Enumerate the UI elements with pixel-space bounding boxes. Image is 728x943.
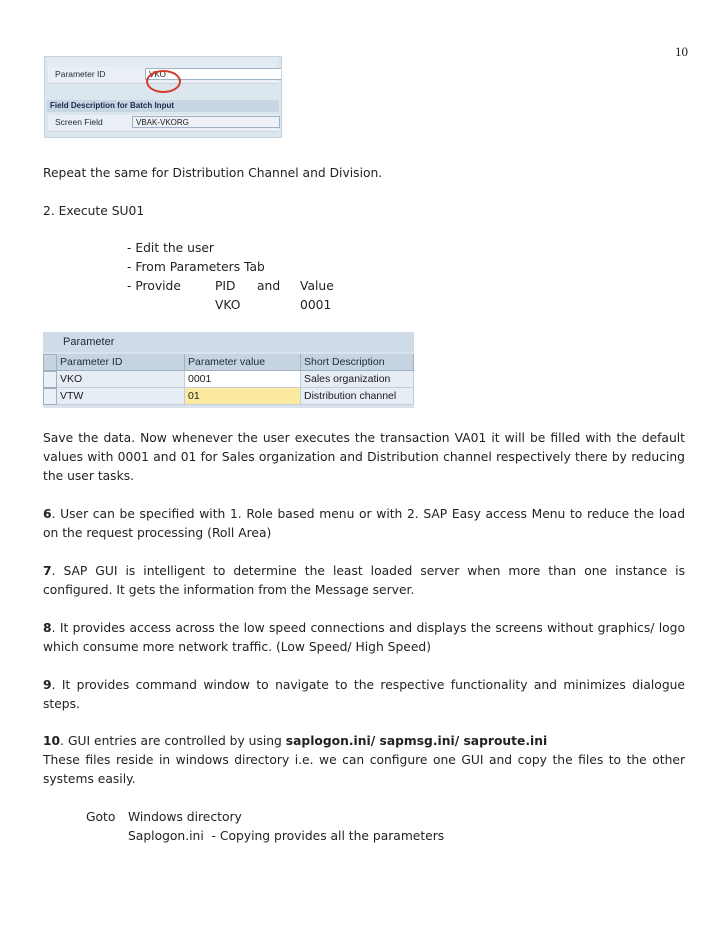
table-cell: 0001 (185, 371, 301, 388)
table-cell: VTW (57, 388, 185, 405)
table-cell: Distribution channel (301, 388, 414, 405)
value-label: Value (300, 279, 334, 293)
point-number: 10 (43, 734, 61, 748)
point-number: 9 (43, 678, 52, 692)
row-selector (43, 388, 57, 405)
parameter-id-field: VKO (145, 68, 282, 80)
point-text: . SAP GUI is intelligent to determine the least loaded server when more than one instance is configured. It gets the information from the Message server. (43, 564, 685, 598)
batch-input-header: Field Description for Batch Input (47, 100, 279, 112)
goto-detail: Saplogon.ini - Copying provides all the parameters (128, 829, 445, 843)
point-7 (43, 562, 685, 600)
parameter-id-label: Parameter ID (55, 69, 106, 79)
and-label: and (257, 279, 281, 293)
point-text: . It provides command window to navigate to the respective functionality and minimizes dialogue steps. (43, 678, 685, 712)
highlight-circle (146, 70, 181, 93)
point-number: 8 (43, 621, 52, 635)
screen-field-row (48, 115, 278, 132)
point-text: . It provides access across the low speed connections and displays the screens without graphics/ logo which consume more network traffic. (Low Speed/ High Speed) (43, 621, 685, 655)
table-cell: 01 (185, 388, 301, 405)
parameter-id-screenshot (44, 56, 282, 138)
select-all-cell (43, 354, 57, 371)
table-cell: Sales organization (301, 371, 414, 388)
ini-files: saplogon.ini/ sapmsg.ini/ saproute.ini (285, 734, 548, 748)
point-text: . User can be specified with 1. Role based menu or with 2. SAP Easy access Menu to reduce the load on the request processing (Roll Area) (43, 507, 685, 541)
page-number: 10 (675, 44, 688, 59)
point-text: . GUI entries are controlled by using (60, 734, 286, 748)
step2-item-1: - Edit the user (127, 241, 214, 255)
pid-label: PID (215, 279, 236, 293)
point-number: 7 (43, 564, 52, 578)
header-short-description: Short Description (301, 354, 414, 371)
table-cell: VKO (57, 371, 185, 388)
goto-label: Goto (86, 810, 116, 824)
row-selector (43, 371, 57, 388)
parameter-table-title: Parameter (43, 332, 414, 352)
point-6 (43, 505, 685, 543)
save-paragraph: Save the data. Now whenever the user executes the transaction VA01 it will be filled with the default values with 0001 and 01 for Sales organization and Distribution channel respectively there by reducing the user tasks. (43, 431, 685, 484)
pid-value: VKO (215, 298, 241, 312)
parameter-table-screenshot (43, 332, 414, 408)
header-parameter-id: Parameter ID (57, 354, 185, 371)
intro-text: Repeat the same for Distribution Channel and Division. (43, 166, 383, 180)
step2-item-2: - From Parameters Tab (127, 260, 265, 274)
point-10-continuation: These files reside in windows directory i.e. we can configure one GUI and copy the files to the other systems easily. (43, 753, 685, 787)
step2-item-3: - Provide (127, 279, 181, 293)
header-parameter-value: Parameter value (185, 354, 301, 371)
value-value: 0001 (300, 298, 332, 312)
parameter-id-row (48, 67, 278, 84)
point-10 (43, 732, 685, 790)
screen-field-value: VBAK-VKORG (132, 116, 280, 128)
point-9 (43, 676, 685, 714)
step2-heading: 2. Execute SU01 (43, 204, 145, 218)
goto-target: Windows directory (128, 810, 242, 824)
point-8 (43, 619, 685, 657)
screen-field-label: Screen Field (55, 117, 103, 127)
screenshot-top-strip (47, 57, 277, 67)
point-number: 6 (43, 507, 52, 521)
